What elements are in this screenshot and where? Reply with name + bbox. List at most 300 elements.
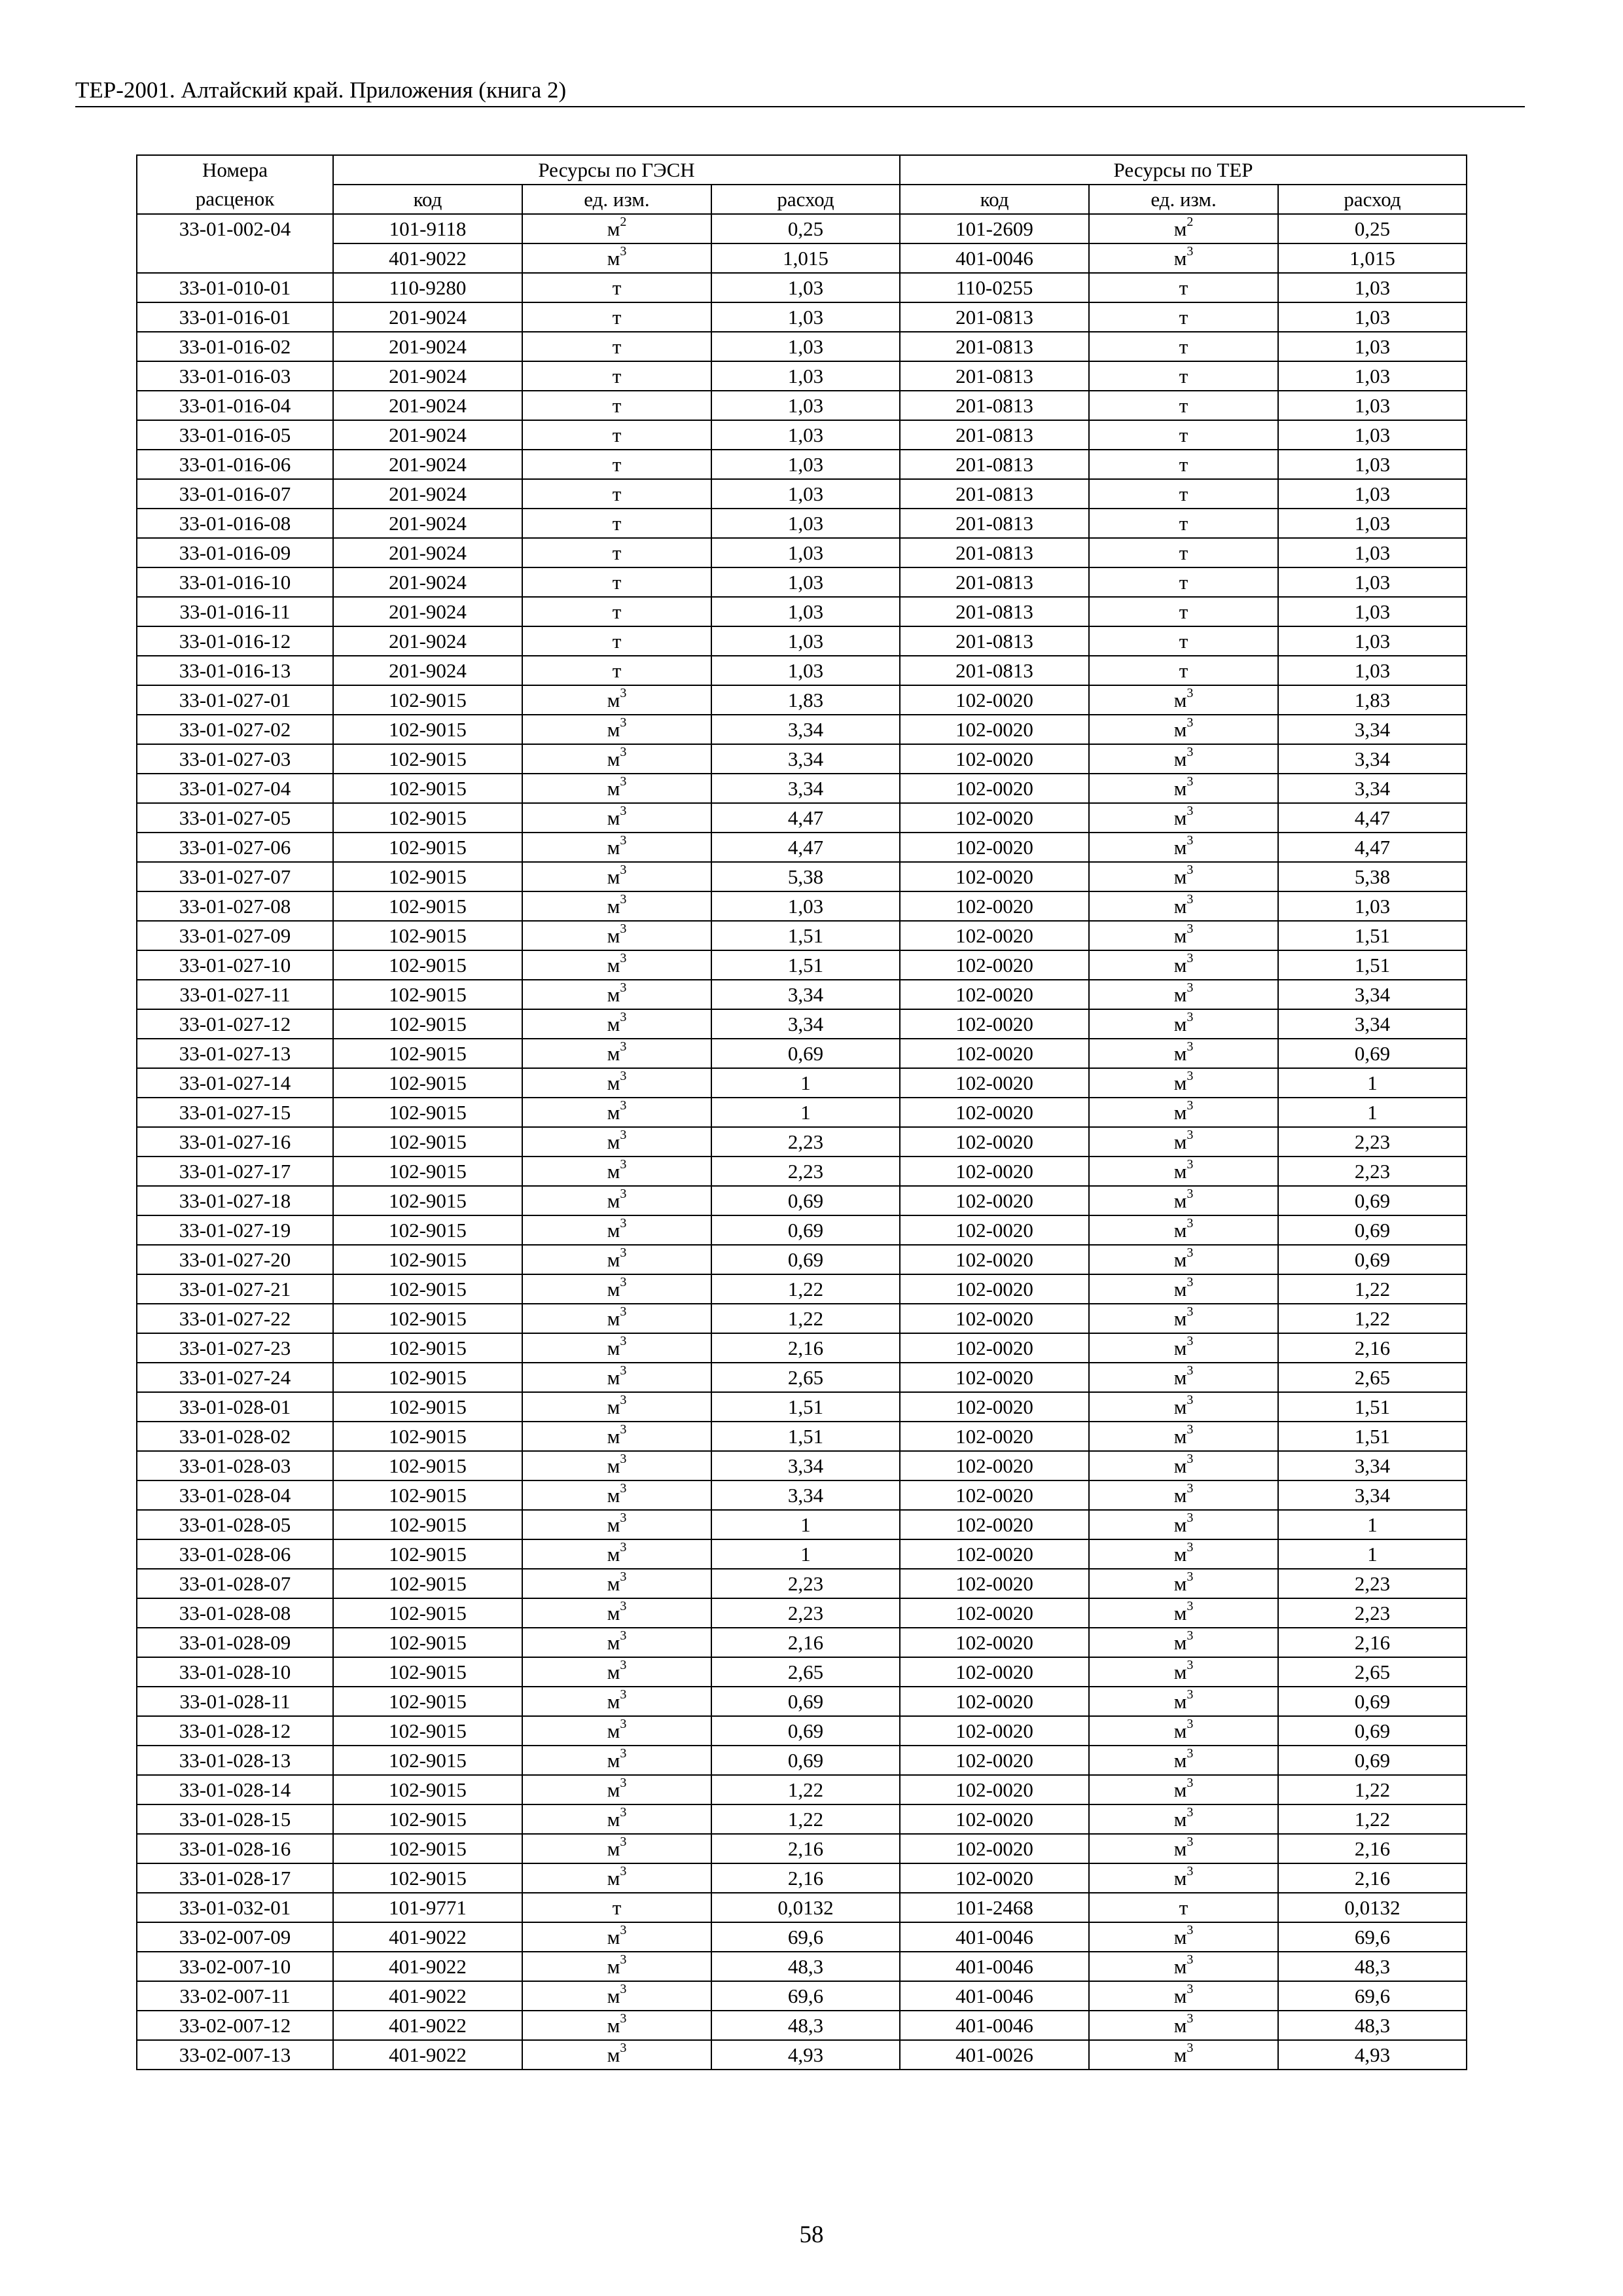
ter-amount-cell bbox=[1278, 833, 1467, 862]
ter-unit-cell bbox=[1089, 1893, 1278, 1922]
ter-code-cell-text: 201-0813 bbox=[955, 423, 1033, 446]
rate-number-cell-text: 33-01-027-09 bbox=[179, 924, 291, 947]
ter-unit-cell bbox=[1089, 361, 1278, 391]
rate-number-cell-text: 33-02-007-12 bbox=[179, 2013, 291, 2037]
ter-amount-cell-text: 1,03 bbox=[1354, 658, 1391, 682]
ter-amount-cell bbox=[1278, 950, 1467, 980]
gesn-unit-cell-exponent: 3 bbox=[620, 686, 627, 701]
gesn-amount-cell bbox=[711, 1392, 900, 1422]
ter-code-cell-text: 201-0813 bbox=[955, 364, 1033, 387]
ter-amount-cell bbox=[1278, 1598, 1467, 1628]
gesn-unit-cell-exponent: 3 bbox=[620, 1187, 627, 1202]
ter-code-cell-text: 102-0020 bbox=[955, 1454, 1033, 1477]
table-row bbox=[137, 1451, 1467, 1480]
gesn-amount-cell-text: 1,03 bbox=[787, 658, 824, 682]
ter-unit-cell-text: м bbox=[1173, 1395, 1187, 1418]
table-row bbox=[137, 803, 1467, 833]
gesn-amount-cell-text: 48,3 bbox=[787, 1954, 824, 1978]
gesn-code-cell bbox=[333, 243, 522, 273]
gesn-code-cell bbox=[333, 273, 522, 302]
rate-number-cell-text: 33-01-028-04 bbox=[179, 1483, 291, 1507]
ter-unit-cell bbox=[1089, 1922, 1278, 1952]
gesn-unit-cell bbox=[522, 1510, 711, 1539]
gesn-code-cell-text: 102-9015 bbox=[389, 1012, 467, 1035]
ter-unit-cell-exponent: 3 bbox=[1186, 1098, 1194, 1113]
ter-unit-cell bbox=[1089, 1510, 1278, 1539]
gesn-amount-cell bbox=[711, 597, 900, 626]
ter-unit-cell bbox=[1089, 1598, 1278, 1628]
gesn-unit-cell-text: м bbox=[607, 1159, 620, 1183]
gesn-unit-cell-text: м bbox=[607, 953, 620, 977]
gesn-amount-cell-text: 69,6 bbox=[787, 1925, 824, 1948]
ter-amount-cell-text: 1,51 bbox=[1354, 1424, 1391, 1448]
table-row bbox=[137, 361, 1467, 391]
gesn-code-cell bbox=[333, 833, 522, 862]
table-row bbox=[137, 2011, 1467, 2040]
ter-unit-cell-exponent: 3 bbox=[1186, 1334, 1194, 1349]
ter-unit-cell bbox=[1089, 1098, 1278, 1127]
gesn-amount-cell-text: 0,69 bbox=[787, 1689, 824, 1713]
gesn-code-cell bbox=[333, 332, 522, 361]
rate-number-cell bbox=[137, 273, 333, 302]
gesn-code-cell-text: 102-9015 bbox=[389, 1247, 467, 1271]
ter-unit-cell-text: м bbox=[1173, 835, 1187, 859]
ter-code-cell bbox=[900, 1893, 1089, 1922]
gesn-amount-cell bbox=[711, 1186, 900, 1215]
ter-unit-cell-exponent: 3 bbox=[1186, 745, 1194, 760]
ter-amount-cell-text: 2,65 bbox=[1354, 1660, 1391, 1683]
ter-amount-cell-text: 1 bbox=[1367, 1100, 1378, 1124]
ter-amount-cell-text: 1,22 bbox=[1354, 1277, 1391, 1300]
ter-unit-cell-text: т bbox=[1179, 334, 1188, 358]
ter-unit-cell bbox=[1089, 626, 1278, 656]
gesn-unit-cell-text: м bbox=[607, 776, 620, 800]
gesn-amount-cell-text: 2,65 bbox=[787, 1660, 824, 1683]
gesn-code-cell-text: 102-9015 bbox=[389, 1630, 467, 1654]
rate-number-cell bbox=[137, 1539, 333, 1569]
gesn-unit-cell-text: м bbox=[607, 1247, 620, 1271]
table-row bbox=[137, 980, 1467, 1009]
gesn-unit-cell-exponent: 3 bbox=[620, 1835, 627, 1850]
ter-amount-cell-text: 0,69 bbox=[1354, 1189, 1391, 1212]
ter-amount-cell bbox=[1278, 567, 1467, 597]
gesn-amount-cell-text: 1,015 bbox=[783, 246, 829, 270]
ter-unit-cell bbox=[1089, 597, 1278, 626]
ter-code-cell-text: 201-0813 bbox=[955, 511, 1033, 535]
ter-unit-cell bbox=[1089, 2011, 1278, 2040]
ter-unit-cell-text: м bbox=[1173, 1748, 1187, 1772]
ter-code-cell bbox=[900, 1039, 1089, 1068]
ter-unit-cell-text: м bbox=[1173, 1689, 1187, 1713]
ter-unit-cell bbox=[1089, 891, 1278, 921]
ter-code-cell bbox=[900, 1098, 1089, 1127]
rate-number-cell bbox=[137, 891, 333, 921]
ter-code-cell-text: 102-0020 bbox=[955, 894, 1033, 918]
ter-code-cell-text: 102-0020 bbox=[955, 688, 1033, 711]
ter-unit-cell bbox=[1089, 1422, 1278, 1451]
gesn-amount-cell bbox=[711, 1098, 900, 1127]
ter-unit-cell bbox=[1089, 1157, 1278, 1186]
table-header bbox=[137, 155, 1467, 214]
ter-unit-cell bbox=[1089, 243, 1278, 273]
ter-amount-cell-text: 1,015 bbox=[1349, 246, 1395, 270]
rate-number-cell bbox=[137, 1922, 333, 1952]
gesn-amount-cell-text: 0,69 bbox=[787, 1189, 824, 1212]
ter-unit-cell-text: м bbox=[1173, 1454, 1187, 1477]
rate-number-cell bbox=[137, 1068, 333, 1098]
ter-amount-cell bbox=[1278, 1569, 1467, 1598]
ter-amount-cell-text: 48,3 bbox=[1354, 2013, 1391, 2037]
gesn-unit-cell-text: т bbox=[612, 482, 622, 505]
gesn-unit-cell-text: м bbox=[607, 2013, 620, 2037]
ter-unit-cell-exponent: 3 bbox=[1186, 1039, 1194, 1054]
rate-number-cell-text: 33-01-028-17 bbox=[179, 1866, 291, 1890]
gesn-code-cell bbox=[333, 1716, 522, 1746]
ter-amount-cell bbox=[1278, 302, 1467, 332]
gesn-unit-cell-exponent: 3 bbox=[620, 745, 627, 760]
gesn-code-cell bbox=[333, 1422, 522, 1451]
gesn-unit-cell-text: т bbox=[612, 629, 622, 653]
ter-code-cell bbox=[900, 332, 1089, 361]
gesn-amount-cell bbox=[711, 332, 900, 361]
gesn-code-cell bbox=[333, 862, 522, 891]
rate-number-cell bbox=[137, 361, 333, 391]
gesn-code-cell-text: 102-9015 bbox=[389, 1483, 467, 1507]
ter-unit-cell-exponent: 3 bbox=[1186, 1805, 1194, 1820]
gesn-code-cell bbox=[333, 774, 522, 803]
gesn-code-cell-text: 401-9022 bbox=[389, 246, 467, 270]
gesn-amount-cell bbox=[711, 774, 900, 803]
ter-amount-cell-text: 1,03 bbox=[1354, 894, 1391, 918]
gesn-unit-cell-exponent: 3 bbox=[620, 1481, 627, 1496]
gesn-amount-cell-text: 1,03 bbox=[787, 334, 824, 358]
gesn-amount-cell bbox=[711, 2011, 900, 2040]
rate-number-cell bbox=[137, 1746, 333, 1775]
group-ter-header: Ресурсы по ТЕР bbox=[900, 155, 1467, 185]
gesn-code-cell bbox=[333, 980, 522, 1009]
gesn-code-cell-text: 102-9015 bbox=[389, 1365, 467, 1389]
ter-amount-cell bbox=[1278, 243, 1467, 273]
ter-code-cell bbox=[900, 302, 1089, 332]
ter-unit-cell-text: м bbox=[1173, 1306, 1187, 1330]
gesn-code-cell bbox=[333, 509, 522, 538]
ter-amount-cell-text: 1,03 bbox=[1354, 452, 1391, 476]
ter-code-cell-text: 201-0813 bbox=[955, 629, 1033, 653]
gesn-unit-cell-text: т bbox=[612, 305, 622, 329]
gesn-unit-cell-exponent: 3 bbox=[620, 1687, 627, 1702]
ter-amount-cell bbox=[1278, 1539, 1467, 1569]
ter-unit-cell bbox=[1089, 1746, 1278, 1775]
table-row bbox=[137, 1186, 1467, 1215]
gesn-unit-cell-exponent: 3 bbox=[620, 715, 627, 730]
gesn-amount-cell-text: 2,65 bbox=[787, 1365, 824, 1389]
ter-unit-cell-exponent: 3 bbox=[1186, 1393, 1194, 1408]
gesn-unit-cell-text: м bbox=[607, 1513, 620, 1536]
gesn-unit-cell-exponent: 2 bbox=[620, 215, 627, 230]
gesn-unit-cell-exponent: 3 bbox=[620, 1039, 627, 1054]
rate-number-cell bbox=[137, 1422, 333, 1451]
gesn-code-cell bbox=[333, 214, 522, 243]
gesn-unit-cell-exponent: 3 bbox=[620, 1363, 627, 1378]
ter-amount-cell-text: 1,03 bbox=[1354, 511, 1391, 535]
table-row bbox=[137, 273, 1467, 302]
rate-number-cell-text: 33-02-007-09 bbox=[179, 1925, 291, 1948]
ter-unit-cell bbox=[1089, 1451, 1278, 1480]
ter-amount-cell bbox=[1278, 509, 1467, 538]
gesn-unit-cell-text: м bbox=[607, 1542, 620, 1566]
rate-number-cell-text: 33-01-027-13 bbox=[179, 1041, 291, 1065]
table-row bbox=[137, 391, 1467, 420]
gesn-code-cell bbox=[333, 1775, 522, 1804]
ter-amount-cell bbox=[1278, 1245, 1467, 1274]
table-row bbox=[137, 243, 1467, 273]
gesn-amount-cell-text: 0,69 bbox=[787, 1218, 824, 1242]
rate-number-cell-text: 33-01-016-02 bbox=[179, 334, 291, 358]
gesn-unit-cell bbox=[522, 1569, 711, 1598]
gesn-unit-cell-text: м bbox=[607, 1041, 620, 1065]
ter-unit-cell-text: м bbox=[1173, 1630, 1187, 1654]
ter-unit-cell-exponent: 3 bbox=[1186, 1157, 1194, 1172]
ter-code-cell bbox=[900, 1657, 1089, 1687]
rate-number-cell-text: 33-01-032-01 bbox=[179, 1895, 291, 1919]
ter-unit-cell-text: м bbox=[1173, 1837, 1187, 1860]
rate-number-cell bbox=[137, 302, 333, 332]
ter-amount-cell bbox=[1278, 1775, 1467, 1804]
ter-unit-cell-text: м bbox=[1173, 1071, 1187, 1094]
ter-unit-cell bbox=[1089, 273, 1278, 302]
gesn-amount-cell-text: 1,51 bbox=[787, 924, 824, 947]
gesn-unit-cell bbox=[522, 862, 711, 891]
gesn-code-cell-text: 102-9015 bbox=[389, 835, 467, 859]
gesn-unit-header: ед. изм. bbox=[522, 185, 711, 214]
ter-amount-cell-text: 48,3 bbox=[1354, 1954, 1391, 1978]
gesn-unit-cell bbox=[522, 774, 711, 803]
gesn-unit-cell-exponent: 3 bbox=[620, 1805, 627, 1820]
ter-code-cell-text: 101-2609 bbox=[955, 217, 1033, 240]
gesn-code-cell-text: 102-9015 bbox=[389, 1041, 467, 1065]
gesn-unit-cell-text: т bbox=[612, 511, 622, 535]
gesn-unit-cell-text: т bbox=[612, 334, 622, 358]
table-row bbox=[137, 1422, 1467, 1451]
ter-code-cell bbox=[900, 538, 1089, 567]
ter-amount-cell bbox=[1278, 273, 1467, 302]
gesn-unit-cell bbox=[522, 1539, 711, 1569]
table-row bbox=[137, 1215, 1467, 1245]
ter-code-cell-text: 101-2468 bbox=[955, 1895, 1033, 1919]
gesn-code-cell bbox=[333, 361, 522, 391]
gesn-amount-cell bbox=[711, 1157, 900, 1186]
gesn-code-cell-text: 102-9015 bbox=[389, 1424, 467, 1448]
rate-number-cell-text: 33-01-016-04 bbox=[179, 393, 291, 417]
gesn-amount-cell bbox=[711, 1422, 900, 1451]
gesn-unit-cell bbox=[522, 1333, 711, 1363]
rate-number-cell bbox=[137, 1657, 333, 1687]
gesn-code-cell-text: 102-9015 bbox=[389, 1542, 467, 1566]
rate-number-cell bbox=[137, 2011, 333, 2040]
rate-number-cell-text: 33-01-027-01 bbox=[179, 688, 291, 711]
ter-unit-cell bbox=[1089, 774, 1278, 803]
gesn-amount-cell bbox=[711, 1304, 900, 1333]
gesn-unit-cell bbox=[522, 1628, 711, 1657]
rate-number-cell-text: 33-01-027-16 bbox=[179, 1130, 291, 1153]
ter-unit-cell-text: м bbox=[1173, 1925, 1187, 1948]
gesn-unit-cell bbox=[522, 1863, 711, 1893]
ter-unit-cell bbox=[1089, 1363, 1278, 1392]
rate-number-cell bbox=[137, 774, 333, 803]
rate-number-cell-text: 33-01-028-02 bbox=[179, 1424, 291, 1448]
gesn-code-cell-text: 201-9024 bbox=[389, 452, 467, 476]
ter-code-cell bbox=[900, 1304, 1089, 1333]
ter-code-cell-text: 102-0020 bbox=[955, 1513, 1033, 1536]
gesn-unit-cell bbox=[522, 597, 711, 626]
gesn-code-cell bbox=[333, 1893, 522, 1922]
gesn-unit-cell-exponent: 3 bbox=[620, 2041, 627, 2056]
gesn-unit-cell-text: м bbox=[607, 1071, 620, 1094]
ter-amount-cell-text: 3,34 bbox=[1354, 1454, 1391, 1477]
ter-code-cell bbox=[900, 1068, 1089, 1098]
rate-number-cell-text: 33-01-027-18 bbox=[179, 1189, 291, 1212]
gesn-code-cell-text: 102-9015 bbox=[389, 1130, 467, 1153]
ter-code-cell-text: 201-0813 bbox=[955, 600, 1033, 623]
gesn-amount-cell bbox=[711, 744, 900, 774]
ter-unit-cell-exponent: 3 bbox=[1186, 1304, 1194, 1319]
gesn-amount-cell bbox=[711, 1981, 900, 2011]
ter-unit-cell bbox=[1089, 391, 1278, 420]
gesn-amount-cell bbox=[711, 1893, 900, 1922]
ter-unit-cell bbox=[1089, 1009, 1278, 1039]
ter-amount-cell bbox=[1278, 921, 1467, 950]
ter-unit-cell-text: м bbox=[1173, 1041, 1187, 1065]
rate-number-cell bbox=[137, 833, 333, 862]
ter-code-cell-text: 102-0020 bbox=[955, 747, 1033, 770]
ter-amount-cell bbox=[1278, 1451, 1467, 1480]
ter-unit-cell bbox=[1089, 1863, 1278, 1893]
ter-code-cell bbox=[900, 273, 1089, 302]
ter-amount-cell bbox=[1278, 1922, 1467, 1952]
ter-amount-cell bbox=[1278, 1098, 1467, 1127]
gesn-code-cell bbox=[333, 1952, 522, 1981]
ter-amount-cell-text: 4,47 bbox=[1354, 806, 1391, 829]
ter-unit-cell-exponent: 3 bbox=[1186, 951, 1194, 966]
gesn-code-cell bbox=[333, 302, 522, 332]
table-row bbox=[137, 715, 1467, 744]
rate-number-cell bbox=[137, 509, 333, 538]
gesn-unit-cell bbox=[522, 1952, 711, 1981]
ter-code-cell-text: 102-0020 bbox=[955, 1778, 1033, 1801]
page-number: 58 bbox=[799, 2221, 824, 2248]
ter-code-cell-text: 102-0020 bbox=[955, 776, 1033, 800]
table-row bbox=[137, 597, 1467, 626]
table-row bbox=[137, 1009, 1467, 1039]
table-row bbox=[137, 891, 1467, 921]
ter-code-cell-text: 102-0020 bbox=[955, 1336, 1033, 1359]
rate-number-cell-text: 33-01-010-01 bbox=[179, 276, 291, 299]
ter-unit-cell-text: м bbox=[1173, 1778, 1187, 1801]
gesn-amount-cell-text: 2,23 bbox=[787, 1571, 824, 1595]
rate-number-cell-text: 33-01-028-06 bbox=[179, 1542, 291, 1566]
rate-number-cell bbox=[137, 1863, 333, 1893]
ter-unit-cell-exponent: 3 bbox=[1186, 1363, 1194, 1378]
gesn-code-cell bbox=[333, 1039, 522, 1068]
gesn-unit-cell bbox=[522, 1186, 711, 1215]
ter-unit-cell-exponent: 3 bbox=[1186, 1187, 1194, 1202]
ter-code-cell bbox=[900, 1539, 1089, 1569]
gesn-unit-cell-exponent: 3 bbox=[620, 1658, 627, 1673]
ter-amount-cell bbox=[1278, 2011, 1467, 2040]
gesn-amount-cell bbox=[711, 1039, 900, 1068]
gesn-unit-cell-exponent: 3 bbox=[620, 1776, 627, 1791]
table-row bbox=[137, 1716, 1467, 1746]
ter-code-cell bbox=[900, 1127, 1089, 1157]
gesn-code-cell-text: 201-9024 bbox=[389, 482, 467, 505]
rate-number-cell bbox=[137, 1451, 333, 1480]
gesn-unit-cell bbox=[522, 1451, 711, 1480]
ter-amount-cell bbox=[1278, 1127, 1467, 1157]
ter-amount-cell bbox=[1278, 1716, 1467, 1746]
rate-number-cell bbox=[137, 391, 333, 420]
gesn-unit-cell bbox=[522, 1245, 711, 1274]
gesn-amount-cell-text: 3,34 bbox=[787, 747, 824, 770]
gesn-unit-cell bbox=[522, 1274, 711, 1304]
rate-number-cell-text: 33-01-028-05 bbox=[179, 1513, 291, 1536]
ter-amount-cell bbox=[1278, 1068, 1467, 1098]
gesn-amount-cell-text: 2,16 bbox=[787, 1336, 824, 1359]
gesn-code-cell bbox=[333, 1009, 522, 1039]
gesn-unit-cell-exponent: 3 bbox=[620, 1422, 627, 1437]
ter-unit-cell-exponent: 3 bbox=[1186, 1275, 1194, 1290]
gesn-amount-cell-text: 48,3 bbox=[787, 2013, 824, 2037]
gesn-amount-cell-text: 3,34 bbox=[787, 1012, 824, 1035]
ter-amount-cell-text: 1,03 bbox=[1354, 393, 1391, 417]
ter-code-cell-text: 102-0020 bbox=[955, 1130, 1033, 1153]
rate-number-cell-text: 33-01-027-05 bbox=[179, 806, 291, 829]
gesn-amount-cell bbox=[711, 862, 900, 891]
rate-number-cell-text: 33-01-016-11 bbox=[179, 600, 291, 623]
ter-code-cell bbox=[900, 1392, 1089, 1422]
gesn-code-cell-text: 102-9015 bbox=[389, 1719, 467, 1742]
gesn-unit-cell-exponent: 3 bbox=[620, 1393, 627, 1408]
ter-code-cell-text: 102-0020 bbox=[955, 982, 1033, 1006]
gesn-amount-cell-text: 1,03 bbox=[787, 570, 824, 594]
gesn-code-cell-text: 201-9024 bbox=[389, 570, 467, 594]
rate-number-cell-text: 33-02-007-11 bbox=[179, 1984, 291, 2007]
ter-amount-cell bbox=[1278, 1039, 1467, 1068]
gesn-amount-cell bbox=[711, 1451, 900, 1480]
gesn-amount-cell-text: 3,34 bbox=[787, 717, 824, 741]
gesn-unit-cell bbox=[522, 450, 711, 479]
gesn-amount-cell-text: 1,22 bbox=[787, 1306, 824, 1330]
col-rate-header-2: расценок bbox=[137, 185, 333, 214]
ter-amount-cell-text: 2,23 bbox=[1354, 1571, 1391, 1595]
rate-number-cell bbox=[137, 450, 333, 479]
ter-unit-header: ед. изм. bbox=[1089, 185, 1278, 214]
ter-code-cell bbox=[900, 1569, 1089, 1598]
gesn-code-cell bbox=[333, 2040, 522, 2070]
gesn-unit-cell-text: м bbox=[607, 1719, 620, 1742]
ter-amount-cell bbox=[1278, 1363, 1467, 1392]
gesn-amount-cell-text: 1 bbox=[800, 1100, 811, 1124]
ter-unit-cell-exponent: 3 bbox=[1186, 922, 1194, 937]
rate-number-cell-text: 33-01-028-08 bbox=[179, 1601, 291, 1624]
ter-unit-cell bbox=[1089, 1539, 1278, 1569]
ter-amount-cell bbox=[1278, 391, 1467, 420]
ter-unit-cell bbox=[1089, 715, 1278, 744]
gesn-amount-cell bbox=[711, 509, 900, 538]
ter-unit-cell bbox=[1089, 1304, 1278, 1333]
gesn-unit-cell bbox=[522, 1746, 711, 1775]
gesn-unit-cell bbox=[522, 214, 711, 243]
gesn-code-cell-text: 401-9022 bbox=[389, 2013, 467, 2037]
